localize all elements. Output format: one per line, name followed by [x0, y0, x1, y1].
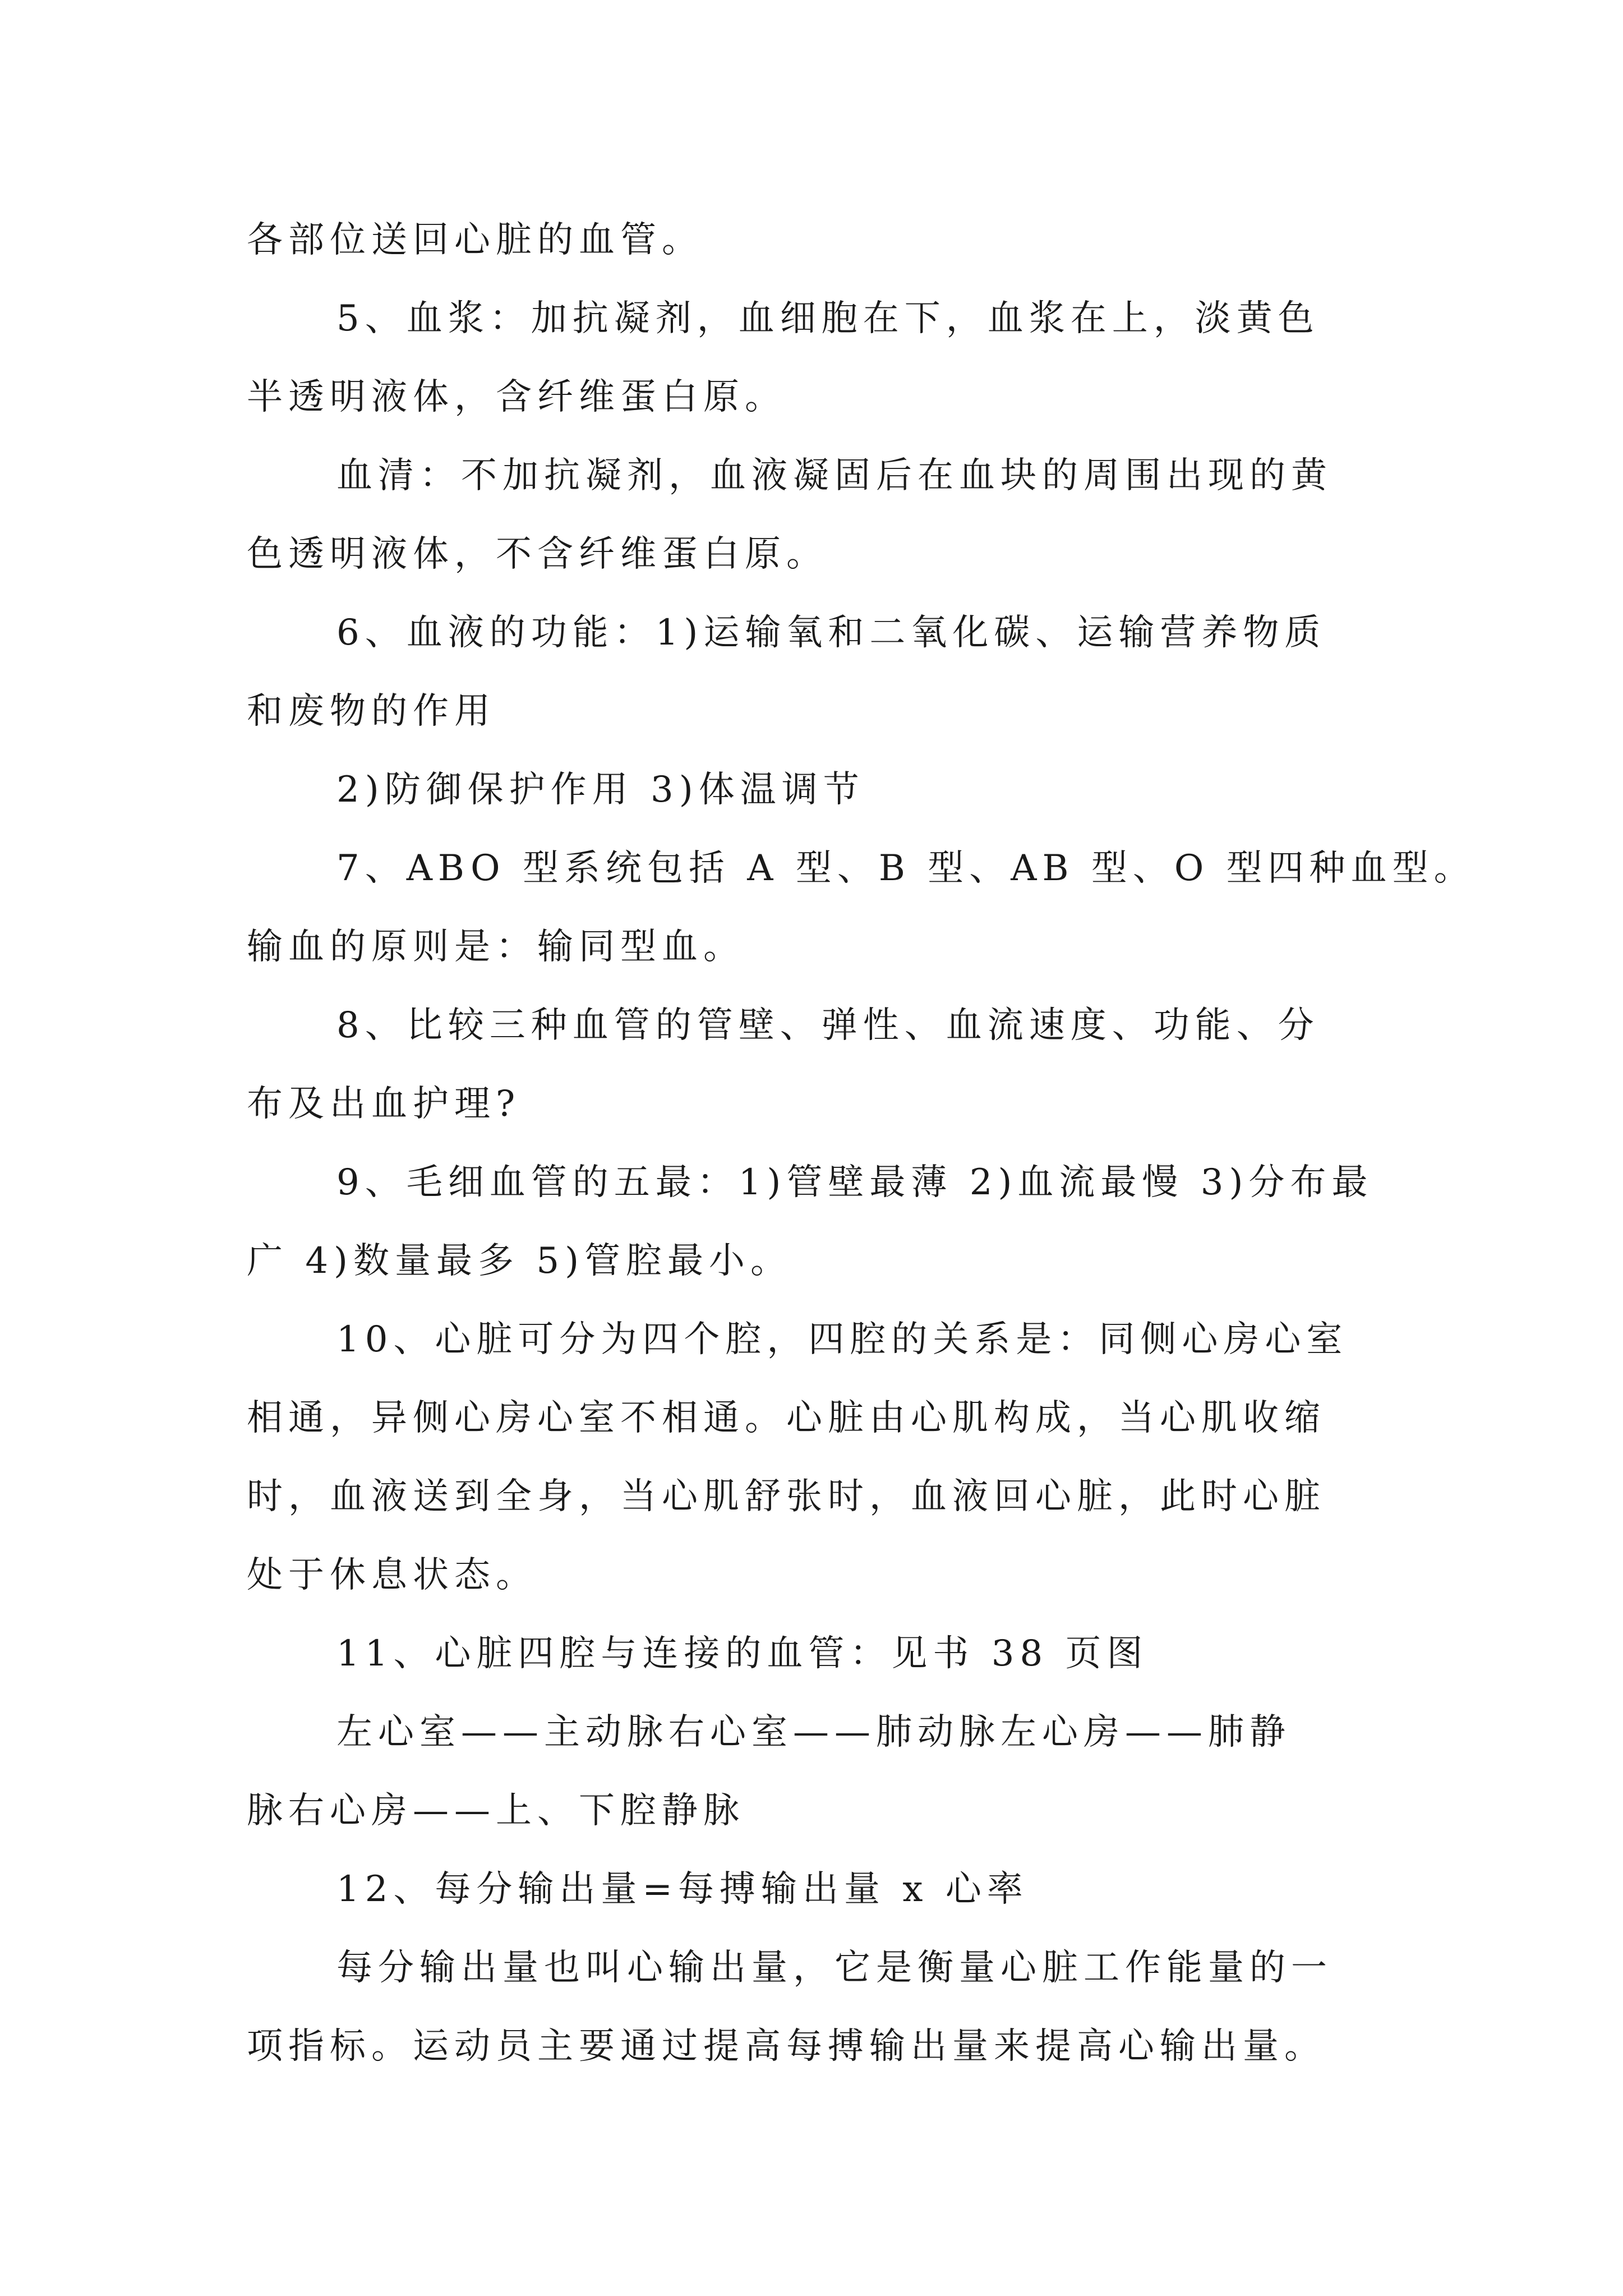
text-line: 12、每分输出量=每搏输出量 x 心率	[336, 1869, 1029, 1910]
text-line: 血清：不加抗凝剂，血液凝固后在血块的周围出现的黄	[336, 455, 1332, 496]
text-line: 项指标。运动员主要通过提高每搏输出量来提高心输出量。	[247, 2026, 1326, 2067]
text-line: 布及出血护理?	[247, 1083, 521, 1125]
text-line: 各部位送回心脏的血管。	[247, 219, 703, 261]
text-line: 2)防御保护作用 3)体温调节	[336, 769, 865, 811]
text-line: 输血的原则是：输同型血。	[247, 926, 745, 968]
text-line: 5、血浆：加抗凝剂，血细胞在下，血浆在上，淡黄色	[336, 298, 1320, 339]
text-line: 11、心脏四腔与连接的血管：见书 38 页图	[336, 1633, 1149, 1674]
text-line: 时，血液送到全身，当心肌舒张时，血液回心脏，此时心脏	[247, 1476, 1326, 1517]
text-line: 6、血液的功能：1)运输氧和二氧化碳、运输营养物质	[336, 612, 1326, 654]
text-line: 9、毛细血管的五最：1)管壁最薄 2)血流最慢 3)分布最	[336, 1162, 1373, 1203]
text-line: 色透明液体，不含纤维蛋白原。	[247, 533, 828, 575]
text-line: 处于休息状态。	[247, 1554, 537, 1596]
text-line: 脉右心房——上、下腔静脉	[247, 1790, 745, 1832]
text-line: 广 4)数量最多 5)管腔最小。	[247, 1240, 792, 1282]
text-line: 相通，异侧心房心室不相通。心脏由心肌构成，当心肌收缩	[247, 1397, 1326, 1439]
text-line: 每分输出量也叫心输出量，它是衡量心脏工作能量的一	[336, 1947, 1332, 1989]
text-line: 和废物的作用	[247, 691, 496, 732]
text-line: 8、比较三种血管的管壁、弹性、血流速度、功能、分	[336, 1005, 1320, 1046]
text-line: 7、ABO 型系统包括 A 型、B 型、AB 型、O 型四种血型。	[336, 848, 1476, 889]
text-line: 左心室——主动脉右心室——肺动脉左心房——肺静	[336, 1711, 1291, 1753]
text-line: 10、心脏可分为四个腔，四腔的关系是：同侧心房心室	[336, 1319, 1348, 1360]
text-line: 半透明液体，含纤维蛋白原。	[247, 376, 786, 418]
